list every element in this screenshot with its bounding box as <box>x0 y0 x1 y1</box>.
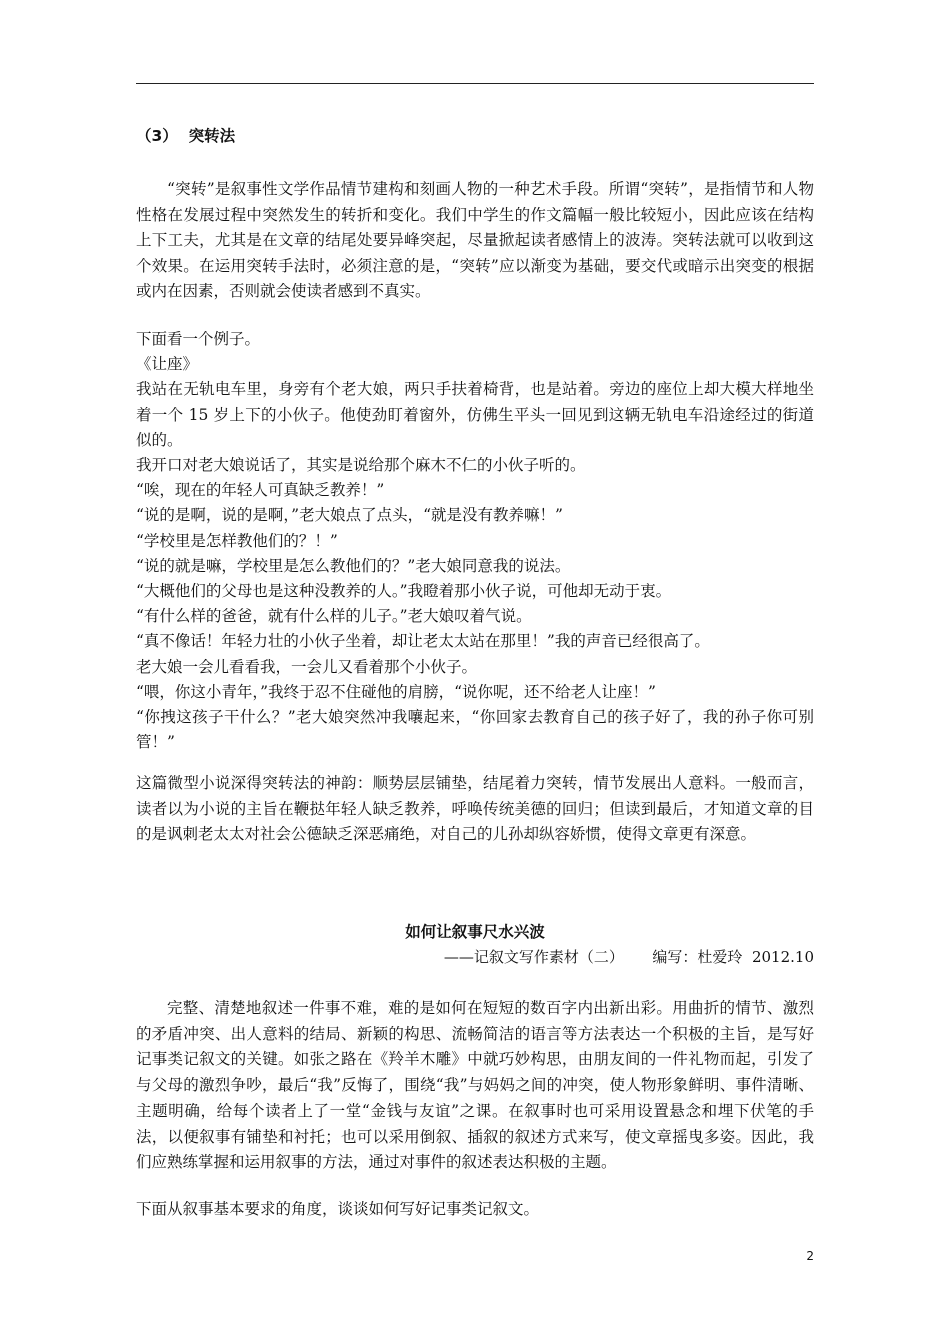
example-title: 《让座》 <box>136 355 199 374</box>
story-line: “说的是啊，说的是啊，”老大娘点了点头，“就是没有教养嘛！” <box>136 506 563 525</box>
story-line: “说的就是嘛，学校里是怎么教他们的？”老大娘同意我的说法。 <box>136 556 571 575</box>
example-block <box>136 327 814 755</box>
article-body-block <box>136 996 814 1176</box>
analysis-block <box>136 771 814 848</box>
article-body-paragraph: 完整、清楚地叙述一件事不难，难的是如何在短短的数百字内出新出彩。用曲折的情节、激烈的矛盾冲突、出人意料的结局、新颖的构思、流畅简洁的语言等方法表达一个积极的主旨，是写好记事类记叙文的关键。如张之路在《羚羊木雕》中就巧妙构思，由朋友间的一件礼物而起，引发了与父母的激烈争吵，最后“我”反悔了，围绕“我”与妈妈之间的冲突，使人物形象鲜明、事件清晰、主题明确，给每个读者上了一堂“金钱与友谊”之课。在叙事时也可采用设置悬念和埋下伏笔的手法，以便叙事有铺垫和衬托；也可以采用倒叙、插叙的叙述方式来写，使文章摇曳多姿。因此，我们应熟练掌握和运用叙事的方法，通过对事件的叙述表达积极的主题。 <box>136 999 814 1172</box>
page-number: 2 <box>806 1249 814 1263</box>
story-line: “喂，你这小青年，”我终于忍不住碰他的肩膀，“说你呢，还不给老人让座！” <box>136 682 656 701</box>
story-line: 老大娘一会儿看看我，一会儿又看着那个小伙子。 <box>136 657 478 676</box>
story-line: “唉，现在的年轻人可真缺乏教养！” <box>136 481 385 500</box>
closing-line: 下面从叙事基本要求的角度，谈谈如何写好记事类记叙文。 <box>136 1200 540 1218</box>
story-line: “你拽这孩子干什么？”老大娘突然冲我嚷起来，“你回家去教育自己的孩子好了，我的孙子你可别管！” <box>136 708 814 752</box>
story-line: “学校里是怎样教他们的？！” <box>136 531 338 550</box>
story-line: “大概他们的父母也是这种没教养的人。”我瞪着那小伙子说，可他却无动于衷。 <box>136 582 672 601</box>
story-line: 我站在无轨电车里，身旁有个老大娘，两只手扶着椅背，也是站着。旁边的座位上却大模大样地坐着一个 15 岁上下的小伙子。他使劲盯着窗外，仿佛生平头一回见到这辆无轨电车沿途经过的街道似的。 <box>136 380 814 449</box>
header-rule <box>136 83 814 84</box>
story-line: “有什么样的爸爸，就有什么样的儿子。”老大娘叹着气说。 <box>136 607 532 626</box>
story-line: “真不像话！年轻力壮的小伙子坐着，却让老太太站在那里！”我的声音已经很高了。 <box>136 632 710 651</box>
story-line: 我开口对老大娘说话了，其实是说给那个麻木不仁的小伙子听的。 <box>136 456 586 475</box>
article-title: 如何让叙事尺水兴波 <box>405 923 545 941</box>
closing-block <box>136 1197 814 1222</box>
section-heading: （3） 突转法 <box>136 127 236 145</box>
analysis-paragraph: 这篇微型小说深得突转法的神韵：顺势层层铺垫，结尾着力突转，情节发展出人意料。一般而言，读者以为小说的主旨在鞭挞年轻人缺乏教养，呼唤传统美德的回归；但读到最后，才知道文章的目的是讽刺老太太对社会公德缺乏深恶痛绝，对自己的儿孙却纵容娇惯，使得文章更有深意。 <box>136 774 814 843</box>
article-subtitle: ——记叙文写作素材（二） 编写：杜爱玲 2012.10 <box>443 948 814 966</box>
intro-block <box>136 177 814 305</box>
intro-paragraph: “突转”是叙事性文学作品情节建构和刻画人物的一种艺术手段。所谓“突转”，是指情节和人物性格在发展过程中突然发生的转折和变化。我们中学生的作文篇幅一般比较短小，因此应该在结构上下工夫，尤其是在文章的结尾处要异峰突起，尽量掀起读者感情上的波涛。突转法就可以收到这个效果。在运用突转手法时，必须注意的是，“突转”应以渐变为基础，要交代或暗示出突变的根据或内在因素，否则就会使读者感到不真实。 <box>136 180 814 300</box>
example-lead: 下面看一个例子。 <box>136 330 261 348</box>
